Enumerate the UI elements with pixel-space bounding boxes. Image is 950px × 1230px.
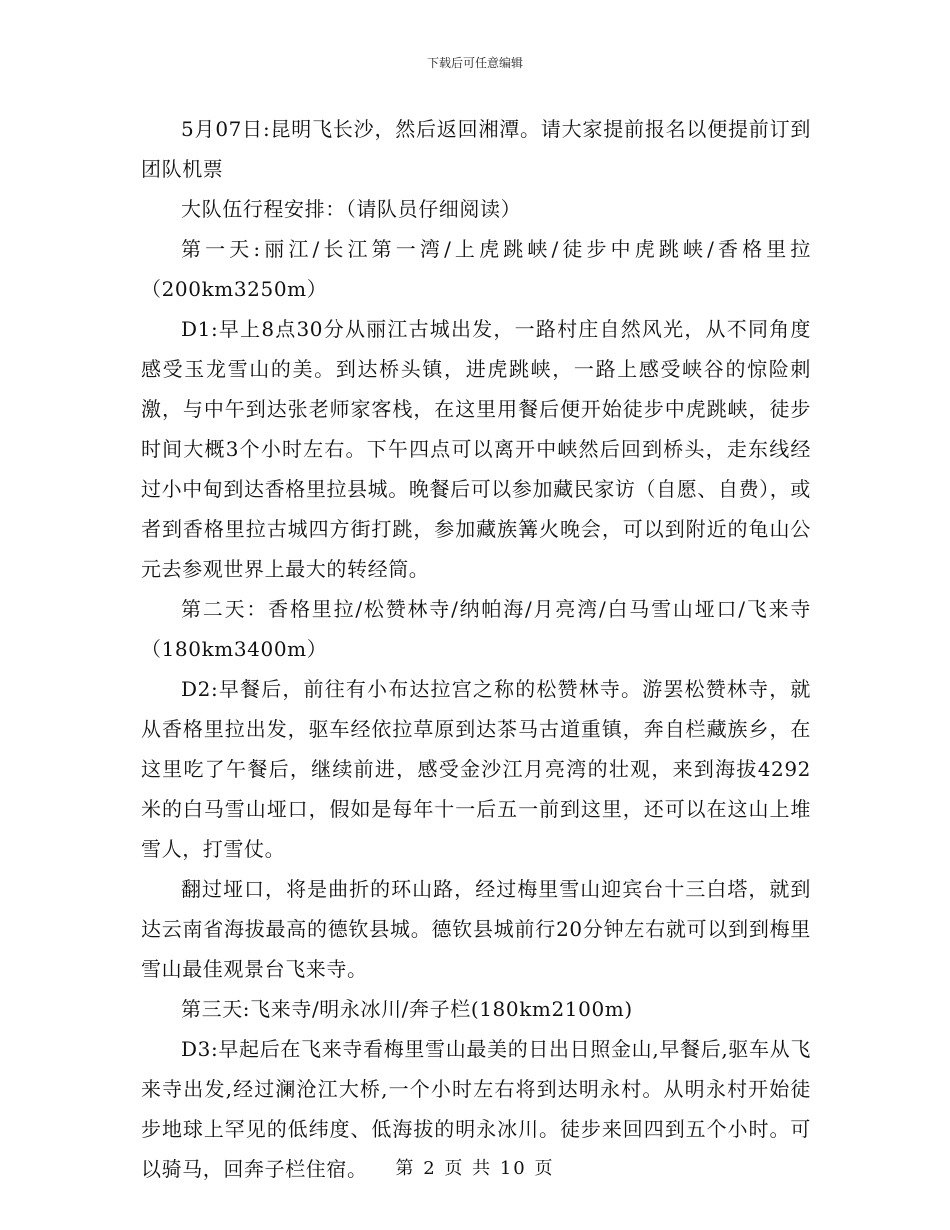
paragraph-day2-title: 第二天：香格里拉/松赞林寺/纳帕海/月亮湾/白马雪山垭口/飞来寺（180km3400m） (141, 597, 811, 661)
paragraph-day3-title: 第三天:飞来寺/明永冰川/奔子栏(180km2100m) (181, 997, 633, 1021)
paragraph-return-flight: 5月07日:昆明飞长沙，然后返回湘潭。请大家提前报名以便提前订到团队机票 (141, 117, 811, 181)
paragraph-day1-detail: D1:早上8点30分从丽江古城出发，一路村庄自然风光，从不同角度感受玉龙雪山的美。到达桥头镇，进虎跳峡，一路上感受峡谷的惊险刺激，与中午到达张老师家客栈，在这里用餐后便开始徒步中虎跳峡，徒步时间大概3个小时左右。下午四点可以离开中峡然后回到桥头，走东线经过小中甸到达香格里拉县城。晚餐后可以参加藏民家访（自愿、自费），或者到香格里拉古城四方街打跳，参加藏族篝火晚会，可以到附近的龟山公元去参观世界上最大的转经筒。 (141, 317, 811, 581)
paragraph-day1-title: 第一天:丽江/长江第一湾/上虎跳峡/徒步中虎跳峡/香格里拉（200km3250m） (141, 237, 811, 301)
page-header-note: 下载后可任意编辑 (426, 56, 523, 70)
paragraph-day3-detail: D3:早起后在飞来寺看梅里雪山最美的日出日照金山,早餐后,驱车从飞来寺出发,经过澜沧江大桥,一个小时左右将到达明永村。从明永村开始徒步地球上罕见的低纬度、低海拔的明永冰川。徒步来回四到五个小时。可以骑马，回奔子栏住宿。 (141, 1037, 811, 1181)
paragraph-day2-detail: D2:早餐后，前往有小布达拉宫之称的松赞林寺。游罢松赞林寺，就从香格里拉出发，驱车经依拉草原到达茶马古道重镇，奔自栏藏族乡，在这里吃了午餐后，继续前进，感受金沙江月亮湾的壮观，来到海拔4292米的白马雪山垭口，假如是每年十一后五一前到这里，还可以在这山上堆雪人，打雪仗。 (141, 677, 811, 861)
paragraph-itinerary-heading: 大队伍行程安排：（请队员仔细阅读） (181, 197, 522, 221)
paragraph-day2-continued: 翻过垭口，将是曲折的环山路，经过梅里雪山迎宾台十三白塔，就到达云南省海拔最高的德钦县城。德钦县城前行20分钟左右就可以到到梅里雪山最佳观景台飞来寺。 (141, 877, 811, 981)
document-body (141, 109, 811, 1189)
page-number-footer: 第 2 页 共 10 页 (395, 1158, 555, 1179)
